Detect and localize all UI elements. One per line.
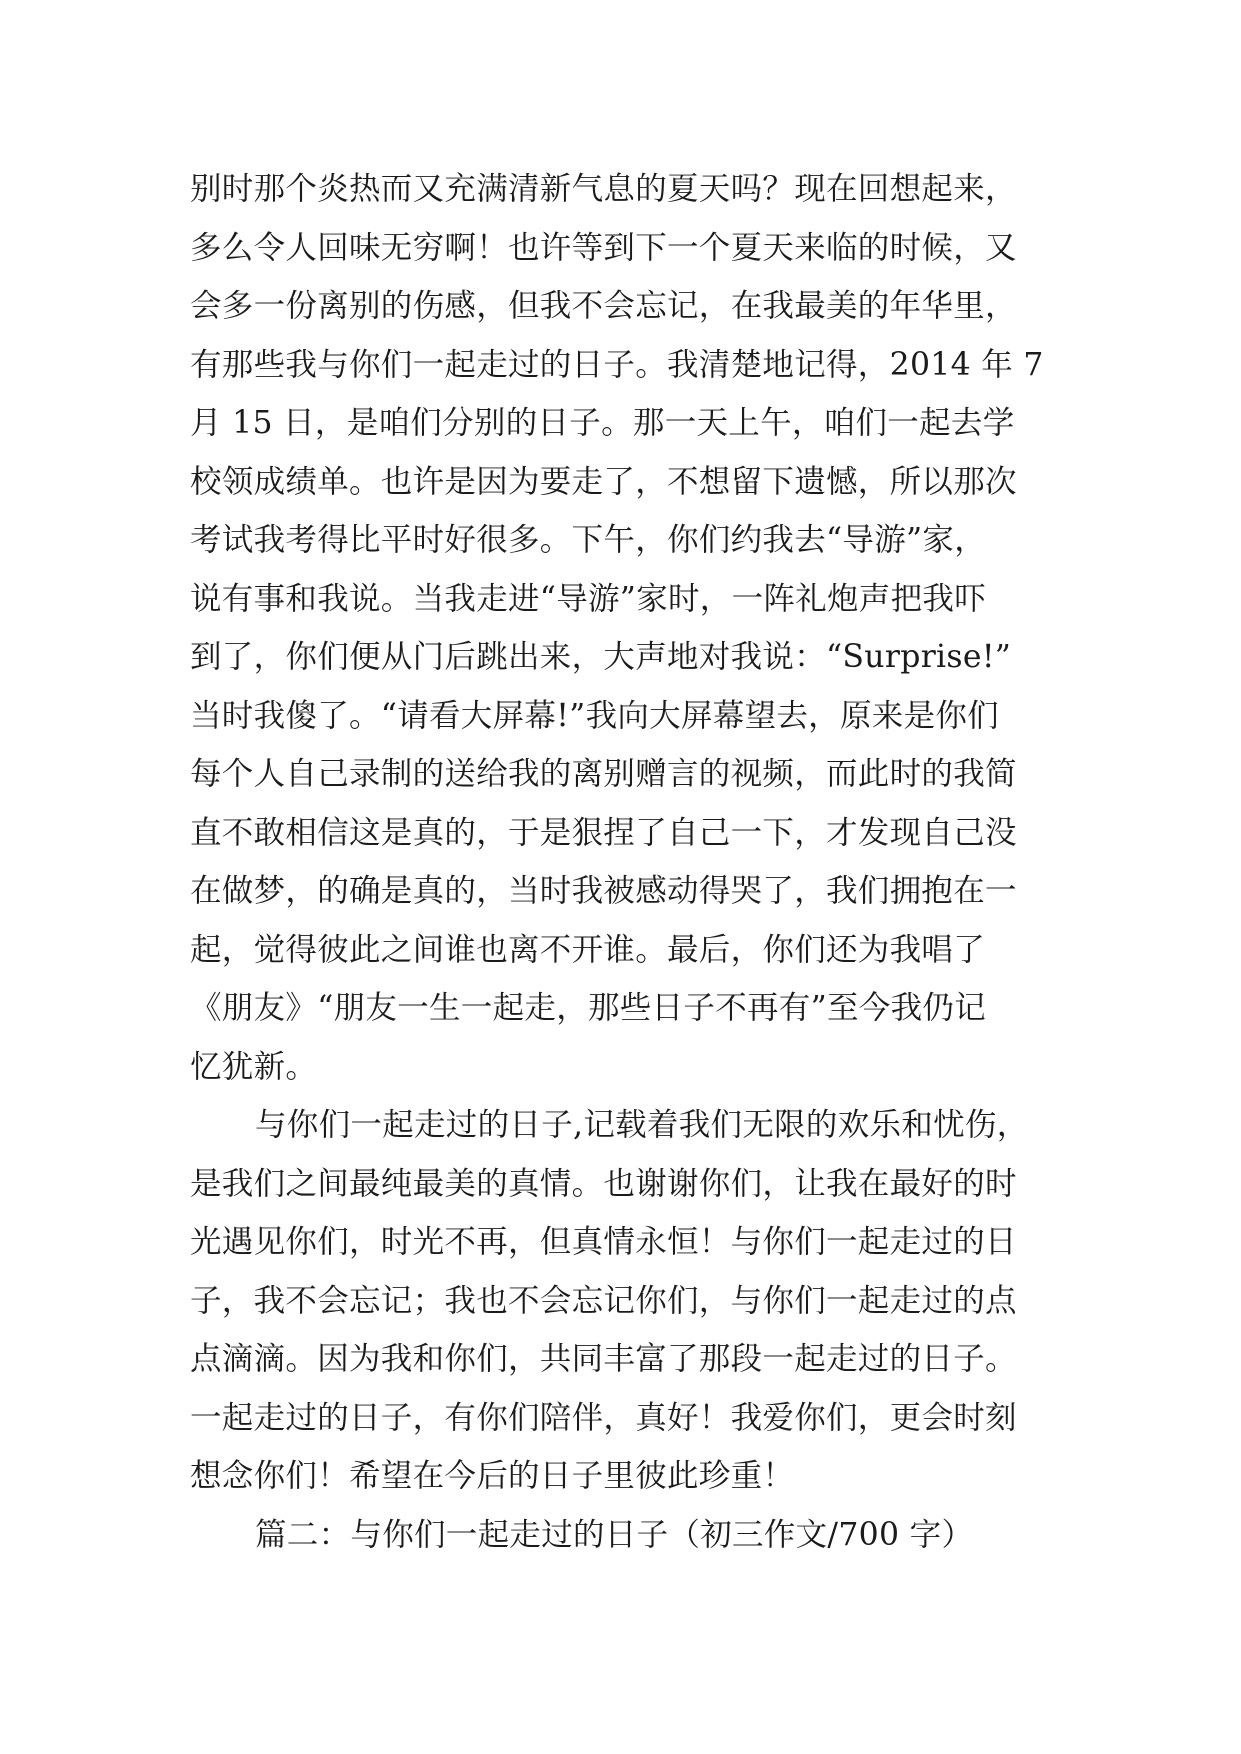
text-line: 说有事和我说。当我走进“导游”家时，一阵礼炮声把我吓 [190,580,987,617]
text-line: 每个人自己录制的送给我的离别赠言的视频，而此时的我简 [190,756,1017,792]
text-line: 一起走过的日子，有你们陪伴，真好！我爱你们，更会时刻 [190,1399,1017,1436]
essay-body [190,160,1070,1564]
text-line: 想念你们！希望在今后的日子里彼此珍重！ [190,1458,795,1494]
paragraph-1 [190,160,1070,1096]
text-line: 别时那个炎热而又充满清新气息的夏天吗？现在回想起来， [190,171,1017,207]
text-line: 当时我傻了。“请看大屏幕!”我向大屏幕望去，原来是你们 [190,697,999,734]
text-line: 校领成绩单。也许是因为要走了，不想留下遗憾，所以那次 [190,463,1017,500]
text-line: 忆犹新。 [190,1048,318,1085]
text-line: 直不敢相信这是真的，于是狠捏了自己一下，才发现自己没 [190,814,1017,851]
text-line: 起，觉得彼此之间谁也离不开谁。最后，你们还为我唱了 [190,931,986,968]
text-line: 多么令人回味无穷啊！也许等到下一个夏天来临的时候，又 [190,229,1017,266]
text-line: 与你们一起走过的日子,记载着我们无限的欢乐和忧伤， [255,1107,1029,1143]
text-line: 到了，你们便从门后跳出来，大声地对我说：“Surprise!” [190,639,1012,675]
section-heading: 篇二：与你们一起走过的日子（初三作文/700 字） [255,1516,974,1553]
text-line: 会多一份离别的伤感，但我不会忘记，在我最美的年华里， [190,288,1017,324]
text-line: 子，我不会忘记；我也不会忘记你们，与你们一起走过的点 [190,1282,1017,1319]
text-line: 考试我考得比平时好很多。下午，你们约我去“导游”家， [190,522,987,558]
text-line: 有那些我与你们一起走过的日子。我清楚地记得，2014 年 7 [190,346,1044,383]
paragraph-2 [190,1096,1070,1506]
text-line: 《朋友》“朋友一生一起走，那些日子不再有”至今我仍记 [190,990,987,1026]
text-line: 光遇见你们，时光不再，但真情永恒！与你们一起走过的日 [190,1224,1017,1260]
text-line: 是我们之间最纯最美的真情。也谢谢你们，让我在最好的时 [190,1165,1017,1202]
text-line: 点滴滴。因为我和你们，共同丰富了那段一起走过的日子。 [190,1341,1017,1377]
text-line: 在做梦，的确是真的，当时我被感动得哭了，我们拥抱在一 [190,873,1017,909]
text-line: 月 15 日，是咱们分别的日子。那一天上午，咱们一起去学 [190,405,1015,441]
